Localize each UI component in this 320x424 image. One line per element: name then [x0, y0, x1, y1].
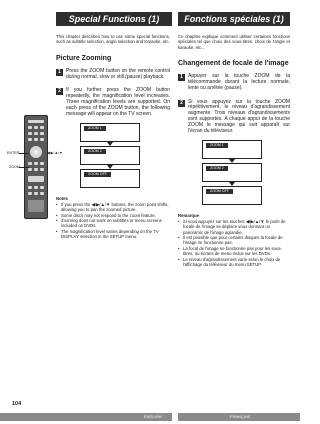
step-number-badge: 2: [56, 88, 63, 95]
section-header-french: Fonctions spéciales (1): [178, 12, 290, 26]
note-text: The magnification level varies depending on the TV DISPLAY selection in the SETUP menu.: [61, 228, 159, 240]
intro-text: This chapter describes how to use some special functions, such as subtitle selection, angle selection and Karaoke, etc.: [56, 34, 170, 45]
note-item: • If you press the ◀/▶/▲/▼ buttons, the zoom point shifts, allowing you to pan the zoomed picture.: [56, 201, 169, 213]
step-2: [56, 88, 170, 117]
zoom-message: ZOOM 1: [206, 143, 228, 148]
arrows-callout-label: ◀/▶/▲/▼: [47, 151, 63, 155]
footer-label-french: FRANÇAIS: [230, 414, 251, 419]
english-column: [56, 34, 170, 240]
step-text: Press the ZOOM button on the remote control during normal, slow or still (pause) playback.: [66, 67, 170, 80]
note-text: Le niveau d'agrandissement varie selon le choix de l'affichage du téléviseur du menu SETUP.: [183, 256, 281, 268]
zoom-screen: [80, 123, 140, 142]
zoom-message: ZOOM OFF: [206, 189, 233, 194]
zoom-callout-line: [19, 167, 29, 168]
note-text: If you press the ◀/▶/▲/▼ buttons, the zoom point shifts, allowing you to pan the zoomed picture.: [61, 201, 169, 213]
zoom-sequence-diagram: [80, 123, 140, 188]
note-text: Si vous appuyez sur les touches ◀/▶/▲/▼ le point de focale de l'image se déplace vous donnant un panoramic de l'image agrandie.: [183, 218, 286, 235]
section-title: Picture Zooming: [56, 54, 112, 62]
intro-text: Ce chapitre explique comment utiliser certaines fonctions spéciales tel que choix des sous-titres, choix de l'angle et karaoke, etc…: [178, 34, 290, 50]
note-text: Some discs may not respond to the zoom feature.: [61, 212, 156, 218]
enter-callout-line: [19, 153, 29, 154]
step-text: Appuyer sur la touche ZOOM de la télécommande durant la lecture normale, lente ou arrêtée (pause).: [188, 73, 290, 91]
note-item: • Si vous appuyez sur les touches ◀/▶/▲/▼ le point de focale de l'image se déplace vous donnant un panoramic de l'image agrandie.: [178, 219, 290, 235]
notes-title: Remarque: [178, 213, 200, 219]
note-item: • Zooming does not work on subtitles or menu screens included on DVDs.: [56, 218, 170, 229]
zoom-callout-label: ZOOM: [9, 165, 20, 169]
zoom-screen: [202, 140, 262, 159]
footer-label-english: ENGLISH: [144, 414, 162, 419]
note-text: Zooming does not work on subtitles or menu screens included on DVDs.: [61, 218, 162, 229]
step-number-badge: 1: [56, 69, 63, 76]
note-item: • Le niveau d'agrandissement varie selon le choix de l'affichage du téléviseur du menu SETUP.: [178, 257, 290, 268]
page-number: 104: [12, 401, 22, 407]
french-column: [178, 34, 290, 267]
zoom-screen: [80, 169, 140, 188]
zoom-sequence-diagram: [202, 140, 262, 205]
note-item: • Il est possible que pour certains disques la focale de l'image ne fonctionne pas.: [178, 235, 290, 246]
zoom-message: ZOOM 2: [206, 166, 228, 171]
step-2: [178, 100, 290, 135]
note-item: • The magnification level varies depending on the TV DISPLAY selection in the SETUP menu.: [56, 229, 170, 240]
step-1: [56, 69, 170, 81]
note-text: La focal de l'image ne fonctionne pas pour les sous-titres, ou écrans de menu inclus sur les DVDs.: [183, 245, 282, 257]
enter-callout-label: ENTER: [7, 151, 20, 155]
step-number-badge: 2: [178, 100, 185, 107]
note-item: • Some discs may not respond to the zoom feature.: [56, 213, 170, 218]
zoom-screen: [202, 186, 262, 205]
zoom-message: ZOOM 1: [84, 126, 106, 131]
section-title: Changement de focale de l'image: [178, 60, 289, 68]
zoom-screen: [202, 163, 262, 182]
zoom-screen: [80, 146, 140, 165]
notes-title: Notes: [56, 196, 68, 202]
step-1: [178, 74, 290, 91]
zoom-message: ZOOM 2: [84, 149, 106, 154]
step-number-badge: 1: [178, 74, 185, 81]
zoom-message: ZOOM OFF: [84, 172, 111, 177]
section-header-english: Special Functions (1): [56, 12, 172, 26]
step-text: If you further press the ZOOM button repeatedly, the magnification level increases. Three magnification levels are supported. On each press of the ZOOM button, the following message will appear on the TV screen.: [66, 87, 170, 117]
note-text: Il est possible que pour certains disques la focale de l'image ne fonctionne pas.: [183, 235, 283, 246]
step-text: Si vous appuyez sur la touche ZOOM répétitivement, le niveau d'agrandissement augmente. Trois niveaux d'agrandissements sont supportés. A chaque appui de la touche ZOOM le message qui suit apparaît sur l'écran du téléviseur.: [188, 98, 290, 134]
note-item: • La focal de l'image ne fonctionne pas pour les sous-titres, ou écrans de menu inclus sur les DVDs.: [178, 246, 290, 257]
